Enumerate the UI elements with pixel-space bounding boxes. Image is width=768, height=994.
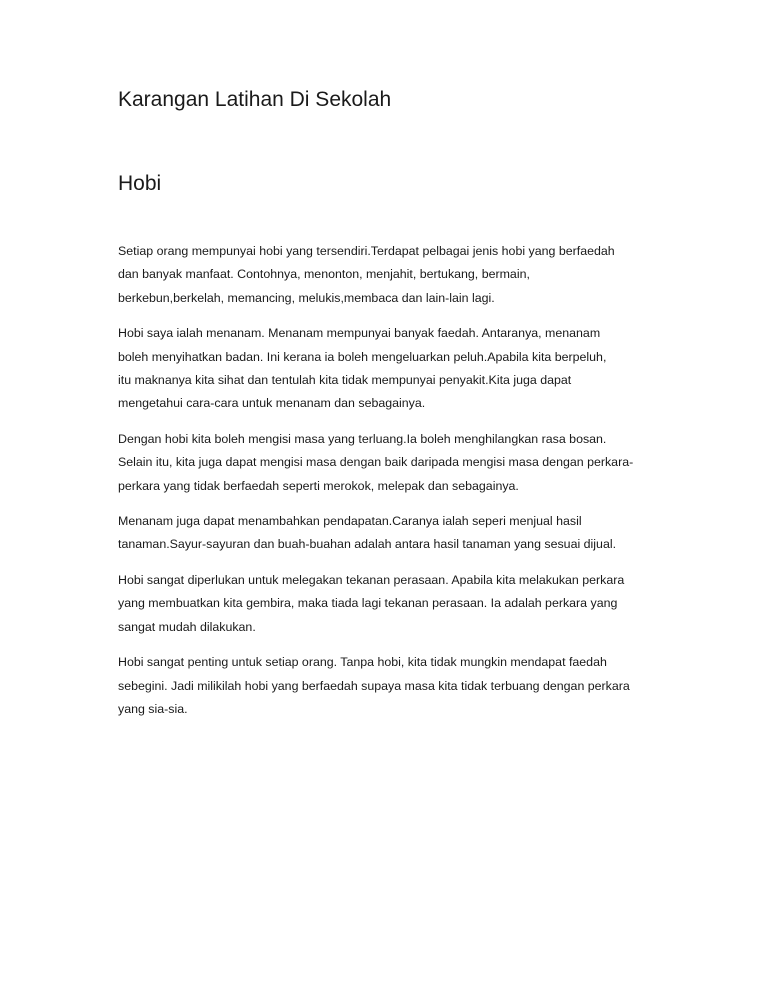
document-title: Karangan Latihan Di Sekolah [118, 88, 392, 111]
paragraph-5: Hobi sangat diperlukan untuk melegakan tekanan perasaan. Apabila kita melakukan perkara yang membuatkan kita gembira, maka tiada lagi tekanan perasaan. Ia adalah perkara yang sangat mudah dilakukan. [118, 572, 625, 634]
section-heading: Hobi [118, 172, 162, 195]
paragraph-1: Setiap orang mempunyai hobi yang tersendiri.Terdapat pelbagai jenis hobi yang berfaedah dan banyak manfaat. Contohnya, menonton, menjahit, bertukang, bermain, berkebun,berkelah, memancing, melukis,membaca dan lain-lain lagi. [118, 244, 615, 305]
paragraph-3: Dengan hobi kita boleh mengisi masa yang terluang.Ia boleh menghilangkan rasa bosan. Selain itu, kita juga dapat mengisi masa dengan baik daripada mengisi masa dengan perkara- perkara yang tidak berfaedah seperti merokok, melepak dan sebagainya. [118, 431, 634, 493]
paragraph-4: Menanam juga dapat menambahkan pendapatan.Caranya ialah seperi menjual hasil tanaman.Sayur-sayuran dan buah-buahan adalah antara hasil tanaman yang sesuai dijual. [118, 514, 617, 552]
paragraph-6: Hobi sangat penting untuk setiap orang. Tanpa hobi, kita tidak mungkin mendapat faedah sebegini. Jadi milikilah hobi yang berfaedah supaya masa kita tidak terbuang dengan perkara yang sia-sia. [118, 655, 630, 716]
body-text [118, 240, 656, 733]
paragraph-2: Hobi saya ialah menanam. Menanam mempunyai banyak faedah. Antaranya, menanam boleh menyihatkan badan. Ini kerana ia boleh mengeluarkan peluh.Apabila kita berpeluh, itu maknanya kita sihat dan tentulah kita tidak mempunyai penyakit.Kita juga dapat mengetahui cara-cara untuk menanam dan sebagainya. [118, 326, 607, 411]
